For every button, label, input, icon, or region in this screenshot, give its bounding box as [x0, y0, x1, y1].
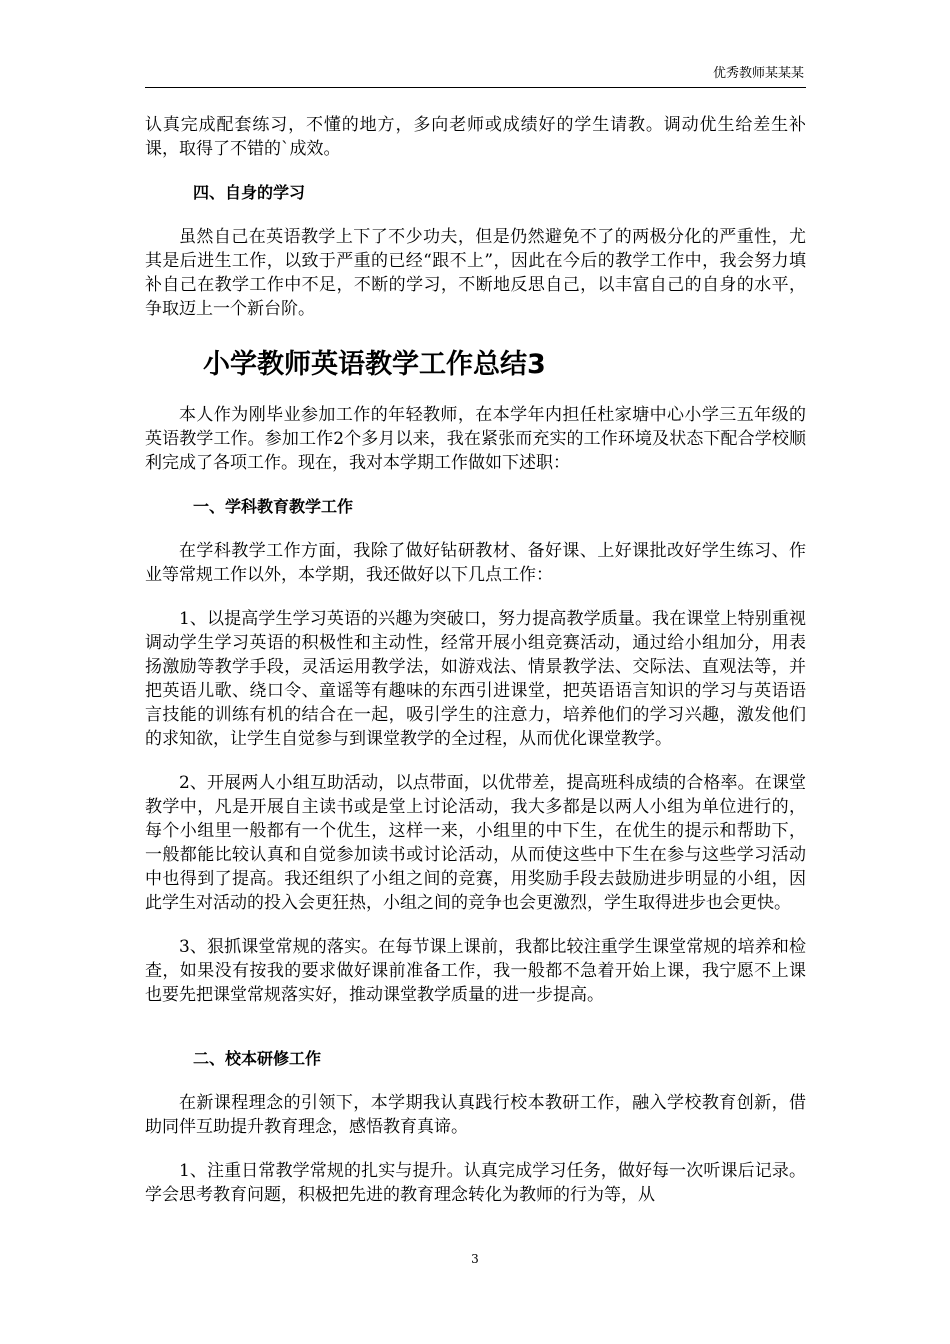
page-header: 优秀教师某某某 [712, 66, 804, 81]
paragraph: 2、开展两人小组互助活动，以点带面，以优带差，提高班科成绩的合格率。在课堂教学中，凡是开展自主读书或是堂上讨论活动，我大多都是以两人小组为单位进行的，每个小组里一般都有一个优生，这样一来，小组里的中下生，在优生的提示和帮助下，一般都能比较认真和自觉参加读书或讨论活动，从而使这些中下生在参与这些学习活动中也得到了提高。我还组织了小组之间的竞赛，用奖励手段去鼓励进步明显的小组，因此学生对活动的投入会更狂热，小组之间的竞争也会更激烈，学生取得进步也会更快。 [145, 773, 806, 913]
paragraph: 3、狠抓课堂常规的落实。在每节课上课前，我都比较注重学生课堂常规的培养和检查，如果没有按我的要求做好课前准备工作，我一般都不急着开始上课，我宁愿不上课也要先把课堂常规落实好，推动课堂教学质量的进一步提高。 [145, 937, 806, 1005]
document-title: 小学教师英语教学工作总结3 [203, 349, 546, 380]
paragraph: 1、以提高学生学习英语的兴趣为突破口，努力提高教学质量。我在课堂上特别重视调动学生学习英语的积极性和主动性，经常开展小组竞赛活动，通过给小组加分，用表扬激励等教学手段，灵活运用教学法，如游戏法、情景教学法、交际法、直观法等，并把英语儿歌、绕口令、童谣等有趣味的东西引进课堂，把英语语言知识的学习与英语语言技能的训练有机的结合在一起，吸引学生的注意力，培养他们的学习兴趣，激发他们的求知欲，让学生自觉参与到课堂教学的全过程，从而优化课堂教学。 [145, 609, 806, 749]
section-heading: 四、自身的学习 [193, 183, 306, 202]
paragraph: 1、注重日常教学常规的扎实与提升。认真完成学习任务，做好每一次听课后记录。学会思考教育问题，积极把先进的教育理念转化为教师的行为等，从 [145, 1161, 806, 1205]
paragraph: 虽然自己在英语教学上下了不少功夫，但是仍然避免不了的两极分化的严重性，尤其是后进生工作，以致于严重的已经“跟不上”，因此在今后的教学工作中，我会努力填补自己在教学工作中不足，不断的学习，不断地反思自己，以丰富自己的自身的水平，争取迈上一个新台阶。 [145, 227, 806, 319]
document-body [145, 113, 806, 1207]
section-heading: 一、学科教育教学工作 [193, 497, 354, 516]
paragraph: 在新课程理念的引领下，本学期我认真践行校本教研工作，融入学校教育创新，借助同伴互助提升教育理念，感悟教育真谛。 [145, 1093, 806, 1137]
paragraph: 认真完成配套练习，不懂的地方，多向老师或成绩好的学生请教。调动优生给差生补课，取得了不错的`成效。 [145, 115, 806, 159]
header-divider [145, 87, 806, 88]
section-heading: 二、校本研修工作 [193, 1049, 322, 1068]
page-number: 3 [471, 1252, 479, 1266]
paragraph: 本人作为刚毕业参加工作的年轻教师，在本学年内担任杜家塘中心小学三五年级的英语教学工作。参加工作2个多月以来，我在紧张而充实的工作环境及状态下配合学校顺利完成了各项工作。现在，我对本学期工作做如下述职： [145, 405, 806, 473]
paragraph: 在学科教学工作方面，我除了做好钻研教材、备好课、上好课批改好学生练习、作业等常规工作以外，本学期，我还做好以下几点工作： [145, 541, 806, 585]
